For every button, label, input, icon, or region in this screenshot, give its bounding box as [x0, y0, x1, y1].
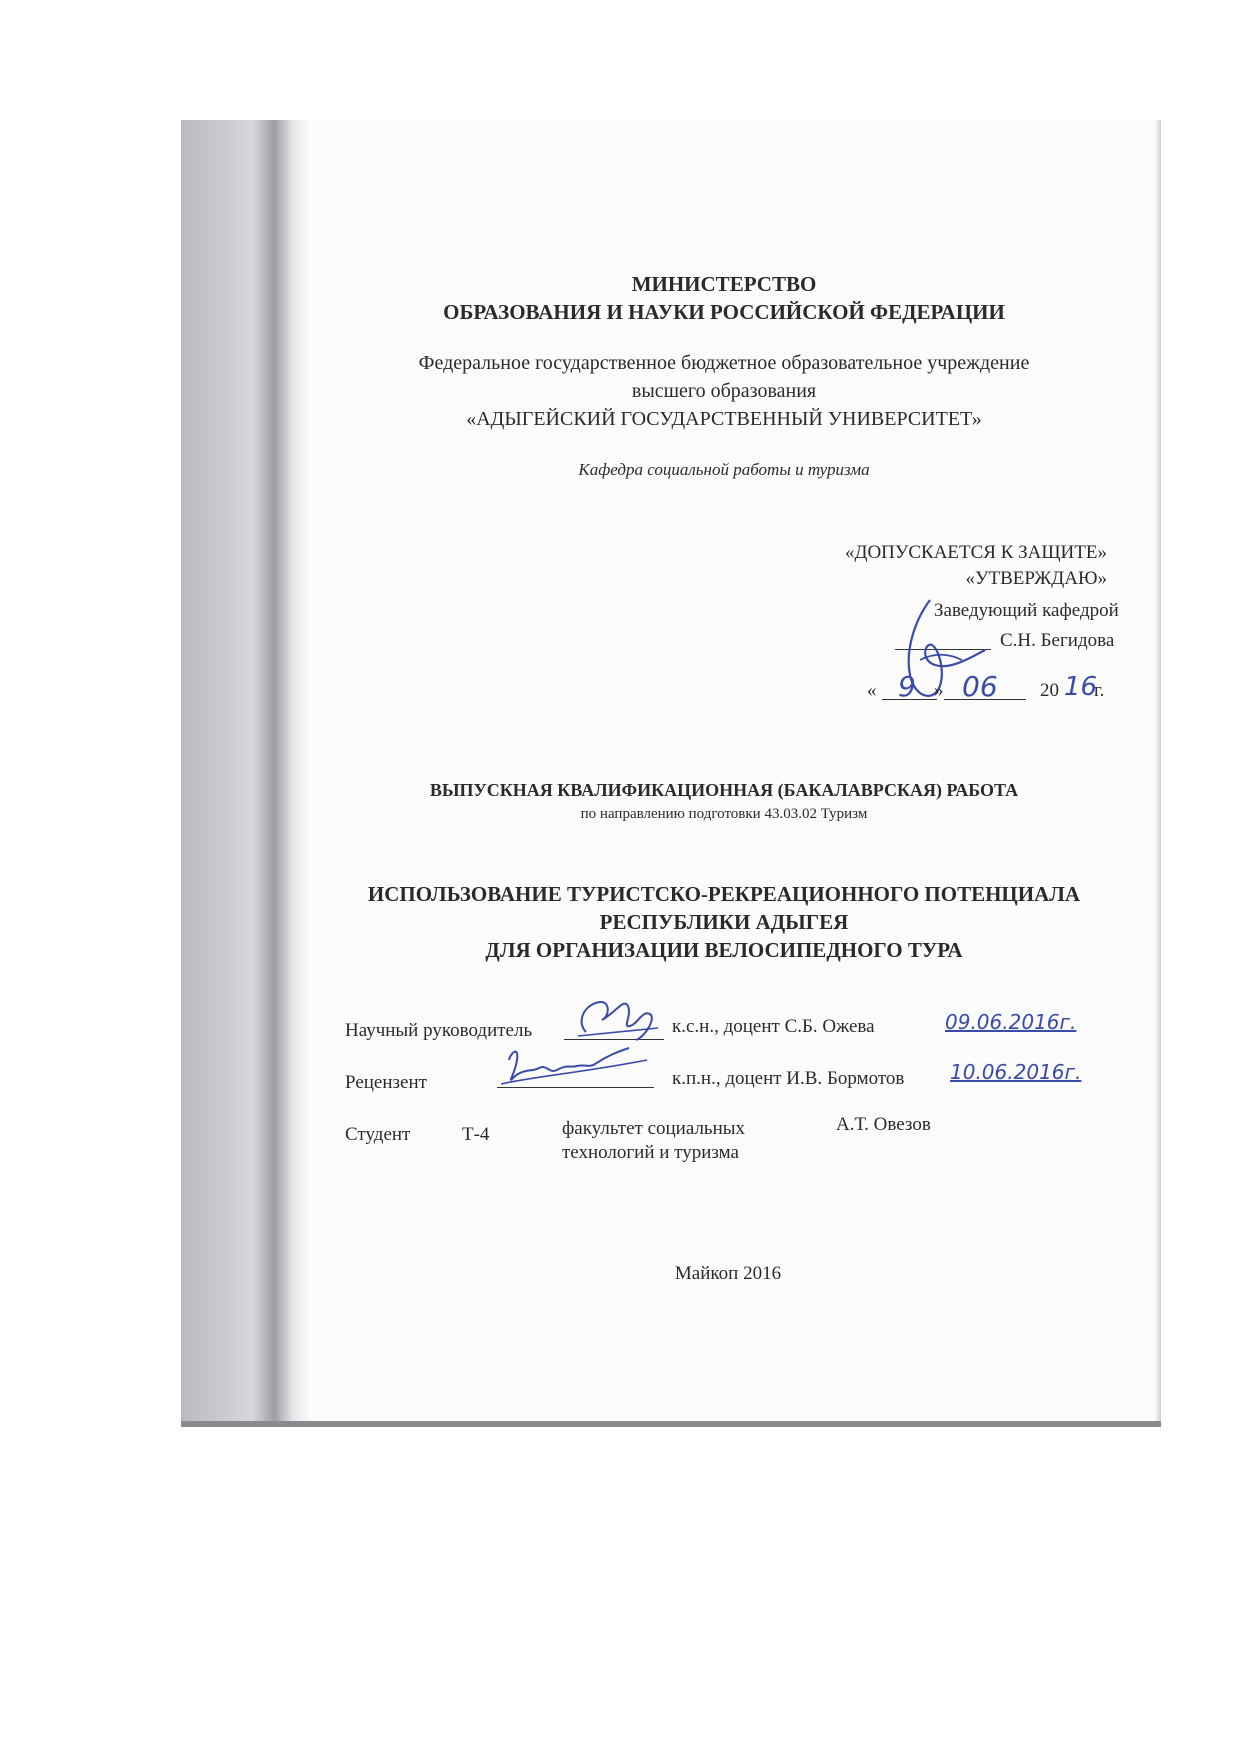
work-type: ВЫПУСКНАЯ КВАЛИФИКАЦИОННАЯ (БАКАЛАВРСКАЯ) РАБОТА: [429, 780, 1019, 800]
institution-line2: высшего образования: [631, 380, 817, 402]
page-edge-right: [1155, 120, 1161, 1427]
head-of-department: Заведующий кафедрой: [934, 600, 1119, 621]
institution-line1: Федеральное государственное бюджетное образовательное учреждение: [418, 352, 1030, 374]
date-day: 9: [898, 670, 916, 703]
reviewer-date: 10.06.2016г.: [950, 1060, 1082, 1084]
date-close-quote: »: [934, 680, 944, 701]
date-year: 16: [1064, 672, 1098, 702]
supervisor-info: к.с.н., доцент С.Б. Ожева: [672, 1016, 875, 1037]
work-direction: по направлению подготовки 43.03.02 Туризм: [580, 806, 868, 822]
student-label: Студент: [345, 1124, 411, 1145]
date-year-prefix: 20: [1040, 680, 1059, 701]
ministry-line1: МИНИСТЕРСТВО: [631, 272, 817, 296]
binding-shadow: [181, 120, 311, 1427]
date-suffix: г.: [1094, 680, 1105, 701]
title-line2: РЕСПУБЛИКИ АДЫГЕЯ: [599, 910, 849, 934]
institution-line3: «АДЫГЕЙСКИЙ ГОСУДАРСТВЕННЫЙ УНИВЕРСИТЕТ»: [466, 408, 982, 430]
reviewer-label: Рецензент: [345, 1072, 427, 1093]
date-month: 06: [962, 670, 998, 703]
admit-to-defense: «ДОПУСКАЕТСЯ К ЗАЩИТЕ»: [845, 542, 1107, 563]
title-line3: ДЛЯ ОРГАНИЗАЦИИ ВЕЛОСИПЕДНОГО ТУРА: [485, 938, 963, 962]
date-open-quote: «: [867, 680, 877, 701]
supervisor-date: 09.06.2016г.: [945, 1010, 1077, 1034]
reviewer-info: к.п.н., доцент И.В. Бормотов: [672, 1068, 905, 1089]
approve-label: «УТВЕРЖДАЮ»: [965, 568, 1107, 589]
city-year: Майкоп 2016: [674, 1263, 782, 1284]
head-name: С.Н. Бегидова: [1000, 630, 1115, 651]
ministry-line2: ОБРАЗОВАНИЯ И НАУКИ РОССИЙСКОЙ ФЕДЕРАЦИИ: [443, 300, 1005, 324]
student-faculty-line2: технологий и туризма: [562, 1142, 739, 1163]
title-line1: ИСПОЛЬЗОВАНИЕ ТУРИСТСКО-РЕКРЕАЦИОННОГО ПОТЕНЦИАЛА: [367, 882, 1081, 906]
student-name: А.Т. Овезов: [836, 1114, 931, 1135]
reviewer-signature: [497, 1038, 657, 1094]
student-group: Т-4: [462, 1124, 490, 1145]
page-edge-bottom: [181, 1421, 1161, 1427]
department: Кафедра социальной работы и туризма: [578, 460, 870, 479]
student-faculty-line1: факультет социальных: [562, 1118, 746, 1139]
supervisor-label: Научный руководитель: [345, 1020, 533, 1041]
